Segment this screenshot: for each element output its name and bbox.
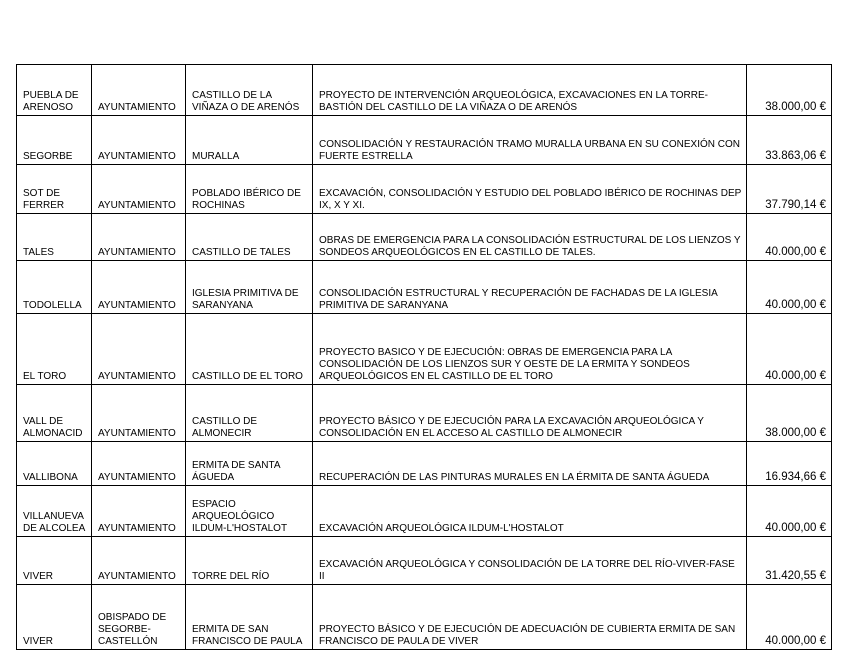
amount-cell: 31.420,55 € [747,537,832,585]
municipality-cell: VILLANUEVA DE ALCOLEA [17,486,92,537]
applicant-cell: AYUNTAMIENTO [92,165,186,214]
municipality-cell: SOT DE FERRER [17,165,92,214]
amount-cell: 40.000,00 € [747,486,832,537]
table-row [17,261,832,314]
table-row [17,585,832,650]
monument-cell: MURALLA [186,116,313,165]
amount-cell: 40.000,00 € [747,314,832,385]
action-cell: PROYECTO BASICO Y DE EJECUCIÓN: OBRAS DE EMERGENCIA PARA LA CONSOLIDACIÓN DE LOS LIENZOS SUR Y OESTE DE LA ERMITA Y SONDEOS ARQUEOLÓGICOS EN EL CASTILLO DE EL TORO [313,314,747,385]
table-row [17,537,832,585]
action-cell: EXCAVACIÓN ARQUEOLÓGICA Y CONSOLIDACIÓN DE LA TORRE DEL RÍO-VIVER-FASE II [313,537,747,585]
municipality-cell: VIVER [17,585,92,650]
monument-cell: CASTILLO DE EL TORO [186,314,313,385]
applicant-cell: AYUNTAMIENTO [92,214,186,261]
municipality-cell: VIVER [17,537,92,585]
action-cell: OBRAS DE EMERGENCIA PARA LA CONSOLIDACIÓN ESTRUCTURAL DE LOS LIENZOS Y SONDEOS ARQUEOLÓGICOS EN EL CASTILLO DE TALES. [313,214,747,261]
table-row [17,314,832,385]
municipality-cell: PUEBLA DE ARENOSO [17,65,92,116]
applicant-cell: AYUNTAMIENTO [92,261,186,314]
amount-cell: 33.863,06 € [747,116,832,165]
applicant-cell: AYUNTAMIENTO [92,314,186,385]
table-row [17,116,832,165]
amount-cell: 38.000,00 € [747,65,832,116]
table-row [17,214,832,261]
monument-cell: CASTILLO DE TALES [186,214,313,261]
action-cell: RECUPERACIÓN DE LAS PINTURAS MURALES EN LA ÉRMITA DE SANTA ÁGUEDA [313,442,747,486]
amount-cell: 40.000,00 € [747,261,832,314]
applicant-cell: OBISPADO DE SEGORBE-CASTELLÓN [92,585,186,650]
action-cell: EXCAVACIÓN ARQUEOLÓGICA ILDUM-L'HOSTALOT [313,486,747,537]
municipality-cell: VALLIBONA [17,442,92,486]
municipality-cell: SEGORBE [17,116,92,165]
table-row [17,442,832,486]
monument-cell: CASTILLO DE ALMONECIR [186,385,313,442]
municipality-cell: TALES [17,214,92,261]
amount-cell: 40.000,00 € [747,585,832,650]
applicant-cell: AYUNTAMIENTO [92,486,186,537]
action-cell: PROYECTO DE INTERVENCIÓN ARQUEOLÓGICA, EXCAVACIONES EN LA TORRE-BASTIÓN DEL CASTILLO DE LA VIÑAZA O DE ARENÓS [313,65,747,116]
municipality-cell: EL TORO [17,314,92,385]
amount-cell: 16.934,66 € [747,442,832,486]
monument-cell: POBLADO IBÉRICO DE ROCHINAS [186,165,313,214]
grants-table [16,64,832,650]
applicant-cell: AYUNTAMIENTO [92,116,186,165]
action-cell: CONSOLIDACIÓN Y RESTAURACIÓN TRAMO MURALLA URBANA EN SU CONEXIÓN CON FUERTE ESTRELLA [313,116,747,165]
action-cell: PROYECTO BÁSICO Y DE EJECUCIÓN PARA LA EXCAVACIÓN ARQUEOLÓGICA Y CONSOLIDACIÓN EN EL ACCESO AL CASTILLO DE ALMONECIR [313,385,747,442]
municipality-cell: TODOLELLA [17,261,92,314]
monument-cell: ERMITA DE SAN FRANCISCO DE PAULA [186,585,313,650]
applicant-cell: AYUNTAMIENTO [92,442,186,486]
amount-cell: 37.790,14 € [747,165,832,214]
monument-cell: ESPACIO ARQUEOLÓGICO ILDUM-L'HOSTALOT [186,486,313,537]
applicant-cell: AYUNTAMIENTO [92,385,186,442]
table-row [17,65,832,116]
municipality-cell: VALL DE ALMONACID [17,385,92,442]
action-cell: EXCAVACIÓN, CONSOLIDACIÓN Y ESTUDIO DEL POBLADO IBÉRICO DE ROCHINAS DEP IX, X Y XI. [313,165,747,214]
monument-cell: IGLESIA PRIMITIVA DE SARANYANA [186,261,313,314]
table-row [17,165,832,214]
action-cell: PROYECTO BÁSICO Y DE EJECUCIÓN DE ADECUACIÓN DE CUBIERTA ERMITA DE SAN FRANCISCO DE PAULA DE VIVER [313,585,747,650]
monument-cell: ERMITA DE SANTA ÁGUEDA [186,442,313,486]
monument-cell: TORRE DEL RÍO [186,537,313,585]
table-row [17,385,832,442]
monument-cell: CASTILLO DE LA VIÑAZA O DE ARENÓS [186,65,313,116]
applicant-cell: AYUNTAMIENTO [92,537,186,585]
table-row [17,486,832,537]
action-cell: CONSOLIDACIÓN ESTRUCTURAL Y RECUPERACIÓN DE FACHADAS DE LA IGLESIA PRIMITIVA DE SARANYANA [313,261,747,314]
amount-cell: 38.000,00 € [747,385,832,442]
amount-cell: 40.000,00 € [747,214,832,261]
applicant-cell: AYUNTAMIENTO [92,65,186,116]
